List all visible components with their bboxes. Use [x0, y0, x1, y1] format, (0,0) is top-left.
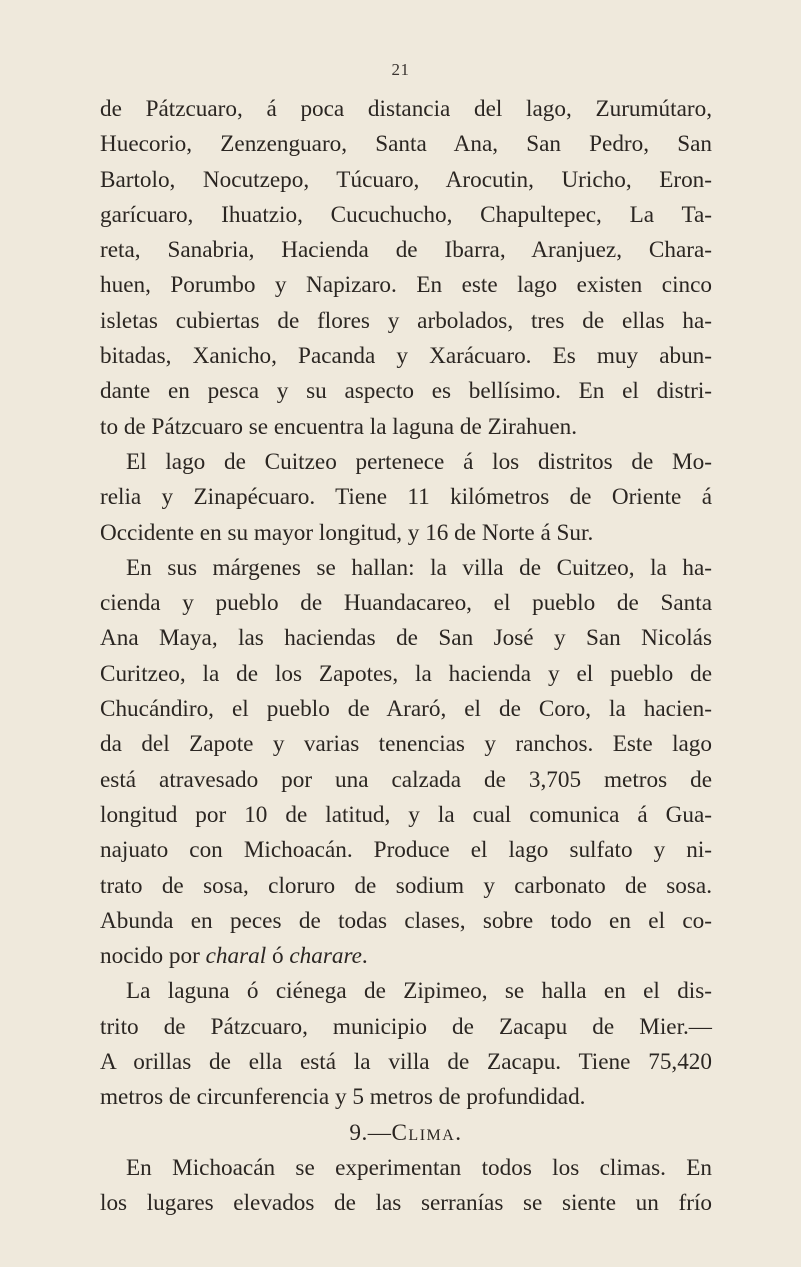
text-line: está atravesado por una calzada de 3,705 metros de	[100, 766, 712, 793]
text-line: da del Zapote y varias tenencias y ranchos. Este lago	[100, 731, 712, 758]
text-line: Bartolo, Nocutzepo, Túcuaro, Arocutin, Uricho, Eron-	[100, 166, 712, 193]
text-line: dante en pesca y su aspecto es bellísimo. En el distri-	[100, 378, 712, 405]
section-number: 9.—	[349, 1119, 392, 1146]
text-line: Huecorio, Zenzenguaro, Santa Ana, San Pedro, San	[100, 131, 712, 158]
section-heading	[100, 1116, 712, 1151]
text-line: bitadas, Xanicho, Pacanda y Xarácuaro. Es muy abun-	[100, 343, 712, 370]
italic-term: charal	[205, 943, 267, 970]
body-text	[100, 92, 712, 1222]
text-line: La laguna ó ciénega de Zipimeo, se halla en el dis-	[126, 978, 712, 1005]
section-title: Clima.	[391, 1119, 463, 1146]
text-line: los lugares elevados de las serranías se siente un frío	[100, 1190, 712, 1217]
text-fragment: nocido por	[100, 943, 206, 970]
text-line: En sus márgenes se hallan: la villa de Cuitzeo, la ha-	[126, 554, 712, 581]
text-line: Chucándiro, el pueblo de Araró, el de Coro, la hacien-	[100, 696, 712, 723]
text-fragment: .	[361, 943, 368, 970]
text-line: huen, Porumbo y Napizaro. En este lago existen cinco	[100, 272, 712, 299]
text-line: metros de circunferencia y 5 metros de profundidad.	[100, 1084, 586, 1111]
text-line: Occidente en su mayor longitud, y 16 de Norte á Sur.	[100, 519, 594, 546]
text-line: En Michoacán se experimentan todos los climas. En	[126, 1154, 712, 1181]
text-line: El lago de Cuitzeo pertenece á los distritos de Mo-	[126, 448, 712, 475]
text-line: isletas cubiertas de flores y arbolados, tres de ellas ha-	[100, 307, 712, 334]
text-line: A orillas de ella está la villa de Zacapu. Tiene 75,420	[100, 1049, 712, 1076]
page-number: 21	[391, 60, 410, 79]
text-line: reta, Sanabria, Hacienda de Ibarra, Aranjuez, Chara-	[100, 237, 712, 264]
text-line: de Pátzcuaro, á poca distancia del lago, Zurumútaro,	[100, 96, 712, 122]
text-line: cienda y pueblo de Huandacareo, el pueblo de Santa	[100, 590, 712, 617]
text-line: longitud por 10 de latitud, y la cual comunica á Gua-	[100, 801, 712, 828]
text-line: najuato con Michoacán. Produce el lago sulfato y ni-	[100, 837, 712, 864]
text-line: Abunda en peces de todas clases, sobre todo en el co-	[100, 907, 712, 934]
text-line: relia y Zinapécuaro. Tiene 11 kilómetros de Oriente á	[100, 484, 712, 511]
text-line: trato de sosa, cloruro de sodium y carbonato de sosa.	[100, 872, 712, 899]
text-fragment: ó	[266, 943, 290, 970]
text-line: to de Pátzcuaro se encuentra la laguna de Zirahuen.	[100, 413, 578, 440]
italic-term: charare	[289, 943, 362, 970]
text-line: Curitzeo, la de los Zapotes, la hacienda y el pueblo de	[100, 660, 712, 687]
text-line: Ana Maya, las haciendas de San José y San Nicolás	[100, 625, 712, 652]
text-line	[100, 939, 712, 974]
text-line: garícuaro, Ihuatzio, Cucuchucho, Chapultepec, La Ta-	[100, 201, 712, 228]
text-line: trito de Pátzcuaro, municipio de Zacapu de Mier.—	[100, 1013, 712, 1040]
